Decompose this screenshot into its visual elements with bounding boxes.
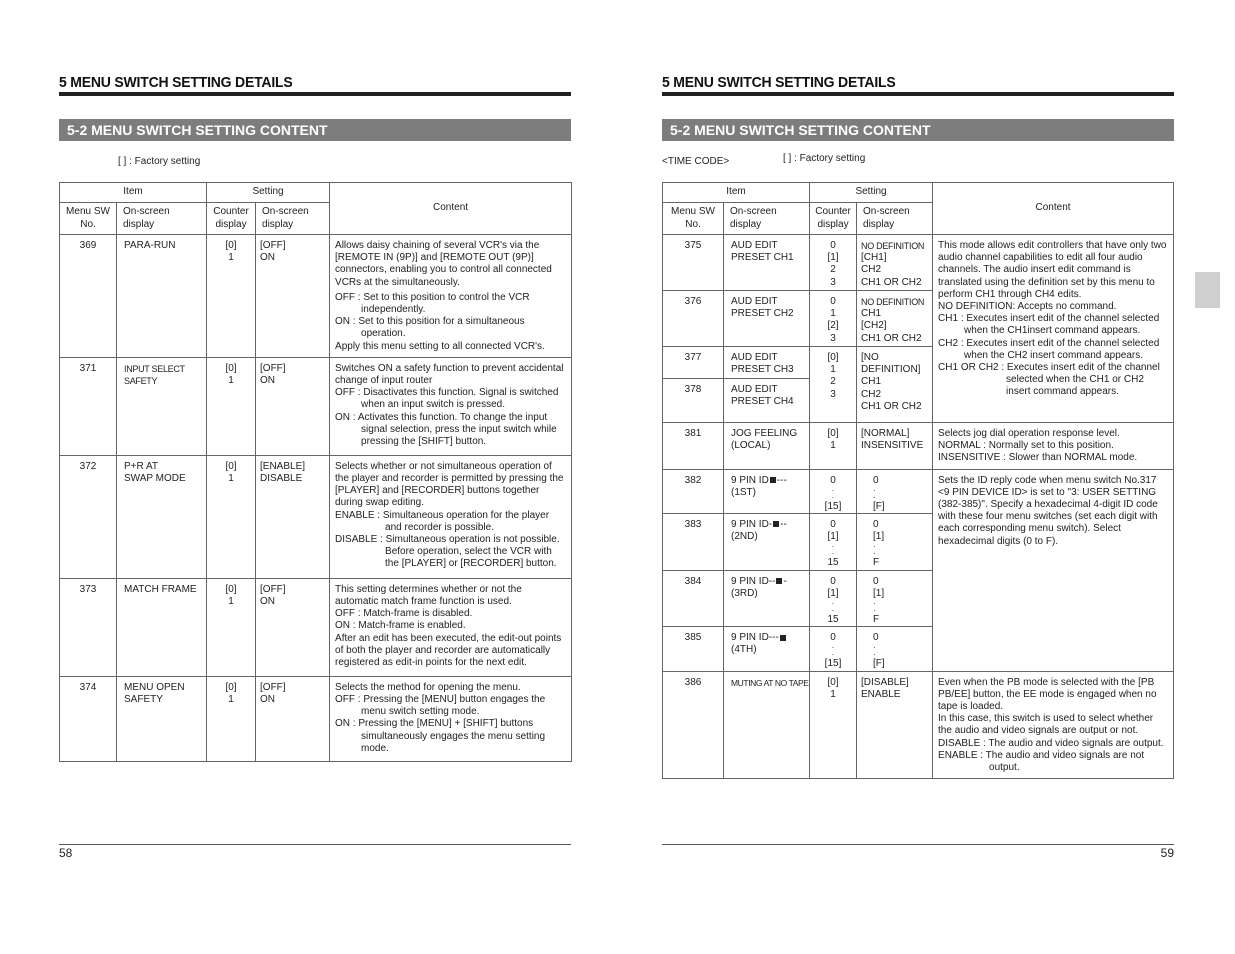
vertical-ellipsis-icon: · · [831, 542, 835, 559]
setting-values: [ENABLE] DISABLE [256, 455, 330, 578]
counter-values: 0 [1] 2 3 [810, 235, 857, 291]
counter-values: [0] 1 [810, 423, 857, 470]
counter-values: 0 1 [2] 3 [810, 291, 857, 347]
vertical-ellipsis-icon: · · [873, 542, 876, 559]
setting-values: 0 [1] · · F [857, 570, 933, 627]
factory-setting-note: [ ] : Factory setting [118, 156, 201, 167]
content-text: This mode allows edit controllers that have only two audio channel capabilities to edit all four audio channels. The audio insert edit command is translated using the definition set by this menu to perform CH1 through CH4 edits. NO DEFINITION: Accepts no command. CH1 : Executes insert edit of the channel selected when the CH1insert command appears. CH2 : Executes insert edit of the channel selected when the CH2 insert command appears. CH1 OR CH2 : Executes insert edit of the channel selected when the CH1 or CH2 insert command appears. [933, 235, 1174, 423]
vertical-ellipsis-icon: · · [831, 485, 835, 502]
header-on-screen-display: On-screen display [256, 203, 330, 235]
on-screen-label: AUD EDIT PRESET CH1 [724, 235, 810, 291]
menu-sw-no: 382 [663, 469, 724, 513]
counter-values: [0] 1 2 3 [810, 347, 857, 423]
table-row [60, 235, 572, 358]
subsection-title: 5-2 MENU SWITCH SETTING CONTENT [59, 119, 571, 141]
factory-setting-note: [ ] : Factory setting [783, 153, 866, 164]
section-rule [59, 92, 571, 96]
square-marker-icon [776, 578, 782, 584]
bottom-rule [59, 844, 571, 845]
menu-sw-no: 374 [60, 676, 117, 761]
on-screen-label: 9 PIN ID-- -(3RD) [724, 570, 810, 627]
header-item: Item [60, 183, 207, 203]
content-text: This setting determines whether or not the automatic match frame function is used. OFF : Match-frame is disabled. ON : Match-frame is enabled. After an edit has been executed, the edit-out points of both the player and recorder are automatically registered as edit-in points for the next edit. [330, 578, 572, 676]
on-screen-label: 9 PIN ID---(4TH) [724, 627, 810, 671]
setting-values: 0 · · [F] [857, 469, 933, 513]
counter-values: 0 · · [15] [810, 627, 857, 671]
menu-sw-no: 369 [60, 235, 117, 358]
menu-sw-no: 381 [663, 423, 724, 470]
counter-values: [0] 1 [207, 455, 256, 578]
content-text: Selects the method for opening the menu. OFF : Pressing the [MENU] button engages the menu switch setting mode. ON : Pressing the [MENU] + [SHIFT] buttons simultaneously engages the menu setting mode. [330, 676, 572, 761]
counter-values: 0 · · [15] [810, 469, 857, 513]
menu-sw-no: 372 [60, 455, 117, 578]
menu-sw-no: 377 [663, 347, 724, 379]
on-screen-label: JOG FEELING (LOCAL) [724, 423, 810, 470]
vertical-ellipsis-icon: · · [873, 599, 876, 616]
header-menu-sw-no: Menu SW No. [60, 203, 117, 235]
counter-values: [0] 1 [810, 671, 857, 779]
settings-table-right [662, 182, 1174, 779]
vertical-ellipsis-icon: · · [873, 485, 876, 502]
section-title: 5 MENU SWITCH SETTING DETAILS [59, 73, 293, 91]
setting-values: [OFF] ON [256, 235, 330, 358]
setting-values: [NO DEFINITION] CH1 CH2 CH1 OR CH2 [857, 347, 933, 423]
header-on-screen-display: On-screen display [857, 203, 933, 235]
table-row [663, 671, 1174, 779]
square-marker-icon [770, 477, 776, 483]
on-screen-label: MATCH FRAME [117, 578, 207, 676]
menu-sw-no: 375 [663, 235, 724, 291]
side-index-tab [1195, 272, 1220, 308]
counter-values: 0 [1] · · 15 [810, 570, 857, 627]
header-counter-display: Counter display [207, 203, 256, 235]
header-item: Item [663, 183, 810, 203]
on-screen-label: AUD EDIT PRESET CH4 [724, 379, 810, 423]
on-screen-label: 9 PIN ID ---(1ST) [724, 469, 810, 513]
square-marker-icon [780, 635, 786, 641]
counter-values: [0] 1 [207, 676, 256, 761]
menu-sw-no: 384 [663, 570, 724, 627]
vertical-ellipsis-icon: · · [873, 643, 876, 660]
table-row [663, 235, 1174, 291]
table-row [60, 578, 572, 676]
counter-values: [0] 1 [207, 578, 256, 676]
time-code-label: <TIME CODE> [662, 156, 730, 167]
setting-values: [OFF] ON [256, 357, 330, 455]
menu-sw-no: 383 [663, 514, 724, 571]
header-setting: Setting [207, 183, 330, 203]
header-content: Content [330, 183, 572, 235]
menu-sw-no: 386 [663, 671, 724, 779]
subsection-title: 5-2 MENU SWITCH SETTING CONTENT [662, 119, 1174, 141]
header-content: Content [933, 183, 1174, 235]
vertical-ellipsis-icon: · · [831, 599, 835, 616]
setting-values: [OFF] ON [256, 676, 330, 761]
menu-sw-no: 378 [663, 379, 724, 423]
header-on-screen-display: On-screen display [724, 203, 810, 235]
on-screen-label: MUTING AT NO TAPE [724, 671, 810, 779]
on-screen-label: PARA-RUN [117, 235, 207, 358]
setting-values: 0 · · [F] [857, 627, 933, 671]
vertical-ellipsis-icon: · · [831, 643, 835, 660]
section-title: 5 MENU SWITCH SETTING DETAILS [662, 73, 896, 91]
on-screen-label: AUD EDIT PRESET CH3 [724, 347, 810, 379]
square-marker-icon [773, 521, 779, 527]
counter-values: 0 [1] · · 15 [810, 514, 857, 571]
on-screen-label: AUD EDIT PRESET CH2 [724, 291, 810, 347]
table-row [60, 357, 572, 455]
table-row [60, 455, 572, 578]
content-text: Even when the PB mode is selected with the [PB PB/EE] button, the EE mode is engaged when no tape is loaded. In this case, this switch is used to select whether the audio and video signals are output or not. DISABLE : The audio and video signals are output. ENABLE : The audio and video signals are not output. [933, 671, 1174, 779]
header-menu-sw-no: Menu SW No. [663, 203, 724, 235]
settings-table-left [59, 182, 572, 762]
on-screen-label: INPUT SELECT SAFETY [117, 357, 207, 455]
menu-sw-no: 371 [60, 357, 117, 455]
setting-values: [OFF] ON [256, 578, 330, 676]
table-row [663, 469, 1174, 513]
menu-sw-no: 373 [60, 578, 117, 676]
on-screen-label: MENU OPEN SAFETY [117, 676, 207, 761]
content-text: Selects jog dial operation response level. NORMAL : Normally set to this position. INSENSITIVE : Slower than NORMAL mode. [933, 423, 1174, 470]
page-number-left: 58 [59, 846, 73, 860]
counter-values: [0] 1 [207, 235, 256, 358]
table-row [60, 676, 572, 761]
on-screen-label: P+R AT SWAP MODE [117, 455, 207, 578]
setting-values: [DISABLE] ENABLE [857, 671, 933, 779]
counter-values: [0] 1 [207, 357, 256, 455]
header-setting: Setting [810, 183, 933, 203]
on-screen-label: 9 PIN ID- --(2ND) [724, 514, 810, 571]
content-text: Switches ON a safety function to prevent accidental change of input router OFF : Disactivates this function. Signal is switched when an input switch is pressed. ON : Activates this function. To change the input signal selection, press the input switch while pressing the [SHIFT] button. [330, 357, 572, 455]
header-on-screen-display: On-screen display [117, 203, 207, 235]
bottom-rule [662, 844, 1174, 845]
content-text: Selects whether or not simultaneous operation of the player and recorder is permitted by pressing the [PLAYER] and [RECORDER] buttons together during swap editing. ENABLE : Simultaneous operation for the player and recorder is possible. DISABLE : Simultaneous operation is not possible. Before operation, select the VCR with the [PLAYER] or [RECORDER] button. [330, 455, 572, 578]
content-text: Sets the ID reply code when menu switch No.317 <9 PIN DEVICE ID> is set to "3: USER SETTING (382-385)". Specify a hexadecimal 4-digit ID code with these four menu switches (set each digit with each corresponding menu switch). Select hexadecimal digits (0 to F). [933, 469, 1174, 671]
setting-values: [NORMAL] INSENSITIVE [857, 423, 933, 470]
menu-sw-no: 385 [663, 627, 724, 671]
menu-sw-no: 376 [663, 291, 724, 347]
table-row [663, 423, 1174, 470]
content-text: Allows daisy chaining of several VCR's via the [REMOTE IN (9P)] and [REMOTE OUT (9P)] connectors, enabling you to control all connected VCRs at the simultaneously. OFF : Set to this position to control the VCR independently. ON : Set to this position for a simultaneous operation. Apply this menu setting to all connected VCR's. [330, 235, 572, 358]
section-rule [662, 92, 1174, 96]
setting-values: NO DEFINITION [CH1] CH2 CH1 OR CH2 [857, 235, 933, 291]
setting-values: 0 [1] · · F [857, 514, 933, 571]
page-number-right: 59 [1160, 846, 1174, 860]
header-counter-display: Counter display [810, 203, 857, 235]
setting-values: NO DEFINITION CH1 [CH2] CH1 OR CH2 [857, 291, 933, 347]
